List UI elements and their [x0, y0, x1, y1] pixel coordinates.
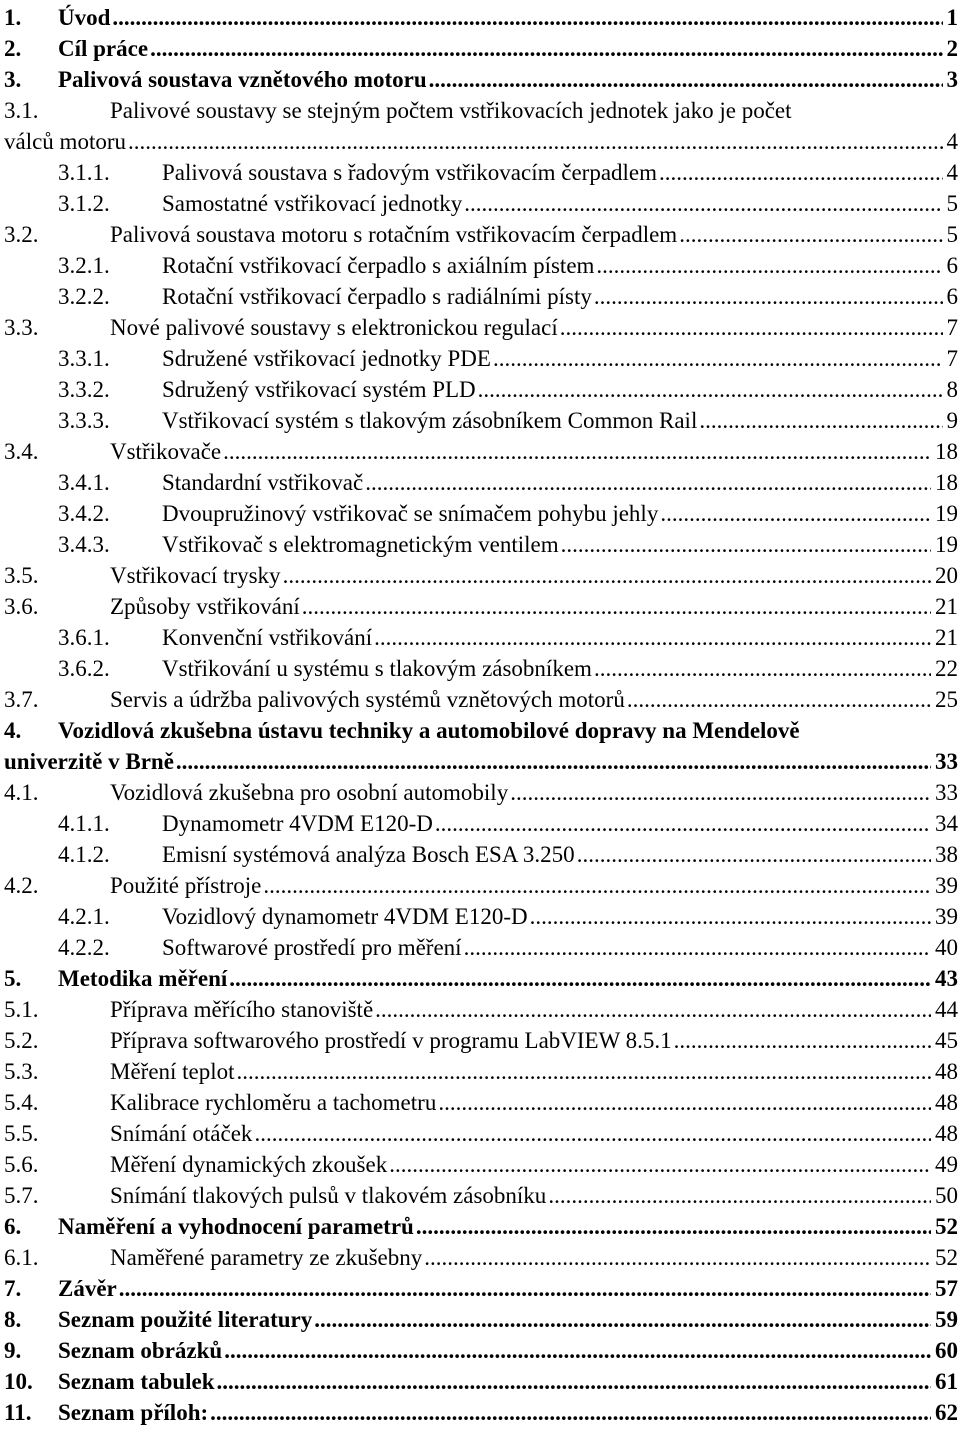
dot-leader [561, 529, 931, 560]
dot-leader [263, 870, 931, 901]
toc-entry-title: Měření dynamických zkoušek [110, 1152, 388, 1177]
dot-leader [660, 498, 931, 529]
dot-leader [594, 653, 931, 684]
toc-entry-title: Servis a údržba palivových systémů vznětových motorů [110, 687, 625, 712]
toc-entry-page: 18 [935, 439, 958, 464]
toc-entry-title: Snímání tlakových pulsů v tlakovém zásobníku [110, 1183, 547, 1208]
toc-entry-title: Rotační vstřikovací čerpadlo s axiálním pístem [162, 253, 595, 278]
toc-entry-page: 4 [946, 160, 958, 185]
dot-leader [254, 1118, 931, 1149]
dot-leader [210, 1397, 931, 1428]
toc-entry-title: Nové palivové soustavy s elektronickou regulací [110, 315, 558, 340]
table-of-contents [0, 2, 960, 1428]
toc-entry-page: 61 [935, 1369, 958, 1394]
toc-entry[interactable] [0, 932, 960, 963]
toc-entry[interactable] [0, 467, 960, 498]
toc-entry-page: 5 [946, 191, 958, 216]
toc-entry-page: 9 [946, 408, 958, 433]
dot-leader [596, 250, 942, 281]
toc-entry-title: Sdružený vstřikovací systém PLD [162, 377, 476, 402]
dot-leader [224, 1335, 931, 1366]
dot-leader [150, 33, 942, 64]
toc-entry-number: 5.2. [4, 1028, 39, 1053]
toc-entry[interactable] [0, 684, 960, 715]
toc-entry-page: 57 [935, 1276, 958, 1301]
toc-entry[interactable] [0, 1366, 960, 1397]
toc-entry-page: 44 [935, 997, 958, 1022]
toc-entry[interactable] [0, 777, 960, 808]
toc-entry-number: 4.2.1. [58, 904, 110, 929]
toc-entry-number: 5.4. [4, 1090, 39, 1115]
toc-entry-title: Palivové soustavy se stejným počtem vstřikovacích jednotek jako je počet [110, 98, 792, 123]
toc-entry-page: 19 [935, 532, 958, 557]
toc-entry[interactable] [0, 622, 960, 653]
toc-entry-title: Sdružené vstřikovací jednotky PDE [162, 346, 491, 371]
toc-entry-page: 6 [946, 284, 958, 309]
toc-entry-page: 1 [946, 5, 958, 30]
toc-entry-page: 19 [935, 501, 958, 526]
toc-entry-page: 6 [946, 253, 958, 278]
toc-entry[interactable] [0, 1211, 960, 1242]
toc-entry[interactable] [0, 1273, 960, 1304]
toc-entry-page: 50 [935, 1183, 958, 1208]
toc-entry-number: 3.7. [4, 687, 39, 712]
dot-leader [699, 405, 942, 436]
toc-entry[interactable] [0, 250, 960, 281]
toc-entry[interactable] [0, 1056, 960, 1087]
toc-entry[interactable] [0, 95, 960, 126]
toc-entry[interactable] [0, 1025, 960, 1056]
toc-entry-number: 3.4.3. [58, 532, 110, 557]
toc-entry-page: 20 [935, 563, 958, 588]
toc-entry-number: 10. [4, 1369, 33, 1394]
toc-entry[interactable] [0, 839, 960, 870]
toc-entry-page: 39 [935, 873, 958, 898]
dot-leader [229, 963, 931, 994]
toc-entry[interactable] [0, 870, 960, 901]
toc-entry-number: 4. [4, 718, 22, 743]
toc-entry-page: 25 [935, 687, 958, 712]
toc-entry[interactable] [0, 33, 960, 64]
toc-entry-page: 49 [935, 1152, 958, 1177]
toc-entry-title: Seznam příloh: [58, 1400, 209, 1425]
toc-entry-title: Palivová soustava vznětového motoru [58, 67, 427, 92]
toc-entry[interactable] [0, 405, 960, 436]
toc-entry-title: Příprava měřícího stanoviště [110, 997, 374, 1022]
toc-entry-title: Vstřikovač s elektromagnetickým ventilem [162, 532, 559, 557]
toc-entry-number: 4.1.1. [58, 811, 110, 836]
toc-entry-title: Vstřikování u systému s tlakovým zásobníkem [162, 656, 592, 681]
dot-leader [389, 1149, 931, 1180]
toc-entry[interactable] [0, 963, 960, 994]
dot-leader [510, 777, 931, 808]
toc-entry-number: 5.1. [4, 997, 39, 1022]
toc-entry-page: 18 [935, 470, 958, 495]
toc-entry-page: 4 [946, 129, 958, 154]
dot-leader [560, 312, 943, 343]
toc-entry-page: 7 [946, 315, 958, 340]
toc-entry-title: Snímání otáček [110, 1121, 253, 1146]
toc-entry[interactable] [0, 188, 960, 219]
toc-entry-number: 3. [4, 67, 22, 92]
toc-entry-number: 3.1.2. [58, 191, 110, 216]
dot-leader [416, 1211, 931, 1242]
toc-entry-page: 39 [935, 904, 958, 929]
toc-entry-number: 3.4.1. [58, 470, 110, 495]
toc-entry-number: 3.3.2. [58, 377, 110, 402]
toc-entry-title: Měření teplot [110, 1059, 235, 1084]
toc-entry-number: 3.3. [4, 315, 39, 340]
toc-entry-number: 3.1. [4, 98, 39, 123]
toc-entry[interactable] [0, 374, 960, 405]
toc-entry-title: Úvod [58, 5, 111, 30]
toc-entry-title: Samostatné vstřikovací jednotky [162, 191, 463, 216]
toc-entry-number: 6.1. [4, 1245, 39, 1270]
dot-leader [176, 746, 931, 777]
dot-leader [429, 64, 943, 95]
toc-entry[interactable] [0, 157, 960, 188]
dot-leader [375, 994, 931, 1025]
toc-entry-page: 43 [935, 966, 958, 991]
toc-entry-number: 4.2.2. [58, 935, 110, 960]
toc-entry-number: 7. [4, 1276, 22, 1301]
toc-entry-number: 3.3.1. [58, 346, 110, 371]
toc-entry[interactable] [0, 1118, 960, 1149]
toc-entry-title: Vozidlová zkušebna ústavu techniky a automobilové dopravy na Mendelově [58, 718, 800, 743]
toc-entry-title: Způsoby vstřikování [110, 594, 300, 619]
toc-entry-number: 4.1.2. [58, 842, 110, 867]
toc-entry-title: Použité přístroje [110, 873, 262, 898]
toc-entry-title-continued: válců motoru [4, 129, 126, 154]
toc-entry-number: 3.6.1. [58, 625, 110, 650]
dot-leader [530, 901, 931, 932]
toc-entry-title: Vozidlový dynamometr 4VDM E120-D [162, 904, 528, 929]
toc-entry-title: Softwarové prostředí pro měření [162, 935, 462, 960]
toc-entry-number: 5.5. [4, 1121, 39, 1146]
dot-leader [674, 1025, 931, 1056]
toc-entry[interactable] [0, 1242, 960, 1273]
toc-entry-page: 33 [935, 749, 958, 774]
toc-entry-title: Palivová soustava s řadovým vstřikovacím čerpadlem [162, 160, 658, 185]
toc-entry-number: 3.6. [4, 594, 39, 619]
toc-entry[interactable] [0, 1304, 960, 1335]
dot-leader [217, 1366, 931, 1397]
toc-entry-title: Konvenční vstřikování [162, 625, 373, 650]
dot-leader [223, 436, 931, 467]
toc-entry-title: Vstřikovače [110, 439, 222, 464]
dot-leader [464, 188, 942, 219]
dot-leader [659, 157, 942, 188]
toc-entry-number: 3.5. [4, 563, 39, 588]
toc-entry-number: 1. [4, 5, 22, 30]
toc-entry[interactable] [0, 343, 960, 374]
toc-entry-page: 48 [935, 1059, 958, 1084]
toc-entry-continuation[interactable] [0, 746, 960, 777]
toc-entry[interactable] [0, 436, 960, 467]
toc-entry-number: 6. [4, 1214, 22, 1239]
dot-leader [302, 591, 931, 622]
toc-entry[interactable] [0, 281, 960, 312]
dot-leader [594, 281, 943, 312]
toc-entry-page: 48 [935, 1090, 958, 1115]
dot-leader [119, 1273, 931, 1304]
toc-entry-number: 5.6. [4, 1152, 39, 1177]
toc-entry[interactable] [0, 1180, 960, 1211]
toc-entry[interactable] [0, 64, 960, 95]
toc-entry-number: 2. [4, 36, 22, 61]
toc-entry-page: 3 [946, 67, 958, 92]
toc-entry[interactable] [0, 1335, 960, 1366]
toc-entry-number: 3.4. [4, 439, 39, 464]
toc-entry-page: 40 [935, 935, 958, 960]
toc-entry-page: 33 [935, 780, 958, 805]
toc-entry-title: Metodika měření [58, 966, 228, 991]
toc-entry-page: 34 [935, 811, 958, 836]
toc-entry-title: Rotační vstřikovací čerpadlo s radiálními písty [162, 284, 592, 309]
dot-leader [365, 467, 931, 498]
toc-entry[interactable] [0, 808, 960, 839]
toc-entry[interactable] [0, 1149, 960, 1180]
dot-leader [128, 126, 943, 157]
toc-entry-title-continued: univerzitě v Brně [4, 749, 174, 774]
toc-entry[interactable] [0, 312, 960, 343]
toc-entry[interactable] [0, 1087, 960, 1118]
dot-leader [237, 1056, 931, 1087]
toc-entry-title: Vstřikovací trysky [110, 563, 281, 588]
dot-leader [478, 374, 943, 405]
toc-entry[interactable] [0, 591, 960, 622]
toc-entry-page: 48 [935, 1121, 958, 1146]
toc-entry-page: 59 [935, 1307, 958, 1332]
dot-leader [464, 932, 931, 963]
toc-entry[interactable] [0, 994, 960, 1025]
toc-entry-number: 4.2. [4, 873, 39, 898]
toc-entry-title: Kalibrace rychloměru a tachometru [110, 1090, 437, 1115]
toc-entry-page: 52 [935, 1214, 958, 1239]
toc-entry-number: 3.4.2. [58, 501, 110, 526]
dot-leader [493, 343, 943, 374]
toc-entry-number: 3.2. [4, 222, 39, 247]
dot-leader [283, 560, 931, 591]
toc-entry-page: 7 [946, 346, 958, 371]
toc-entry-page: 38 [935, 842, 958, 867]
toc-entry-page: 60 [935, 1338, 958, 1363]
toc-entry-number: 3.1.1. [58, 160, 110, 185]
toc-entry[interactable] [0, 901, 960, 932]
dot-leader [548, 1180, 931, 1211]
toc-entry-title: Vozidlová zkušebna pro osobní automobily [110, 780, 509, 805]
toc-entry-title: Cíl práce [58, 36, 149, 61]
toc-entry[interactable] [0, 1397, 960, 1428]
toc-entry-page: 5 [946, 222, 958, 247]
dot-leader [627, 684, 931, 715]
toc-entry-number: 5.3. [4, 1059, 39, 1084]
toc-entry[interactable] [0, 715, 960, 746]
toc-entry-number: 3.2.1. [58, 253, 110, 278]
toc-entry-number: 4.1. [4, 780, 39, 805]
toc-entry[interactable] [0, 653, 960, 684]
toc-entry-number: 3.6.2. [58, 656, 110, 681]
toc-entry-number: 5.7. [4, 1183, 39, 1208]
toc-entry-number: 3.2.2. [58, 284, 110, 309]
toc-entry[interactable] [0, 2, 960, 33]
toc-entry-page: 8 [946, 377, 958, 402]
dot-leader [679, 219, 942, 250]
dot-leader [438, 1087, 931, 1118]
toc-entry-title: Naměření a vyhodnocení parametrů [58, 1214, 414, 1239]
toc-entry-title: Dynamometr 4VDM E120-D [162, 811, 433, 836]
toc-entry[interactable] [0, 219, 960, 250]
toc-entry-page: 45 [935, 1028, 958, 1053]
toc-entry-number: 8. [4, 1307, 22, 1332]
toc-entry-title: Seznam obrázků [58, 1338, 223, 1363]
dot-leader [577, 839, 931, 870]
dot-leader [424, 1242, 931, 1273]
toc-entry-title: Vstřikovací systém s tlakovým zásobníkem Common Rail [162, 408, 698, 433]
dot-leader [112, 2, 942, 33]
toc-entry[interactable] [0, 529, 960, 560]
toc-entry-page: 22 [935, 656, 958, 681]
toc-entry-number: 11. [4, 1400, 32, 1425]
toc-entry-page: 2 [946, 36, 958, 61]
toc-entry-page: 21 [935, 594, 958, 619]
toc-entry-page: 21 [935, 625, 958, 650]
toc-entry-title: Naměřené parametry ze zkušebny [110, 1245, 423, 1270]
toc-entry-title: Standardní vstřikovač [162, 470, 364, 495]
toc-entry-title: Emisní systémová analýza Bosch ESA 3.250 [162, 842, 575, 867]
toc-entry-title: Palivová soustava motoru s rotačním vstřikovacím čerpadlem [110, 222, 678, 247]
toc-entry-title: Seznam použité literatury [58, 1307, 313, 1332]
toc-entry-page: 52 [935, 1245, 958, 1270]
toc-entry-continuation[interactable] [0, 126, 960, 157]
dot-leader [314, 1304, 931, 1335]
dot-leader [435, 808, 931, 839]
dot-leader [374, 622, 931, 653]
toc-entry-title: Dvoupružinový vstřikovač se snímačem pohybu jehly [162, 501, 659, 526]
toc-entry[interactable] [0, 498, 960, 529]
toc-entry-title: Příprava softwarového prostředí v programu LabVIEW 8.5.1 [110, 1028, 672, 1053]
toc-entry[interactable] [0, 560, 960, 591]
toc-entry-page: 62 [935, 1400, 958, 1425]
toc-entry-title: Seznam tabulek [58, 1369, 215, 1394]
toc-entry-number: 3.3.3. [58, 408, 110, 433]
toc-entry-number: 5. [4, 966, 22, 991]
toc-entry-title: Závěr [58, 1276, 117, 1301]
toc-entry-number: 9. [4, 1338, 22, 1363]
